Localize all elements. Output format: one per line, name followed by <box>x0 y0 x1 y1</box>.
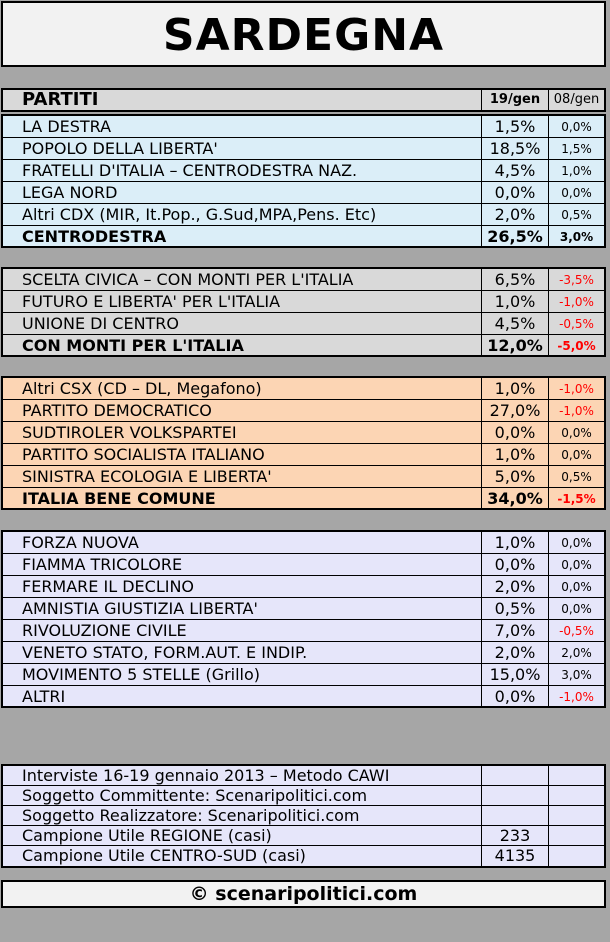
party-prev: 1,0% <box>548 160 604 181</box>
party-name: SCELTA CIVICA – CON MONTI PER L'ITALIA <box>22 270 354 289</box>
table-row <box>3 422 604 444</box>
table-row <box>3 400 604 422</box>
party-prev: 0,0% <box>548 576 604 597</box>
party-name: PARTITO SOCIALISTA ITALIANO <box>22 445 265 464</box>
party-name: VENETO STATO, FORM.AUT. E INDIP. <box>22 643 308 662</box>
party-prev: 1,5% <box>548 138 604 159</box>
party-value: 0,0% <box>481 686 548 708</box>
table-row <box>3 576 604 598</box>
group-others <box>1 530 606 708</box>
header-row <box>3 90 604 110</box>
party-prev: -1,0% <box>548 291 604 312</box>
party-prev: -1,0% <box>548 400 604 421</box>
party-value: 0,0% <box>481 554 548 575</box>
party-value: 1,0% <box>481 444 548 465</box>
party-prev: -3,5% <box>548 269 604 290</box>
total-value: 12,0% <box>481 335 548 357</box>
party-value: 4,5% <box>481 313 548 334</box>
header-current: 19/gen <box>481 90 548 110</box>
table-row <box>3 116 604 138</box>
table-row <box>3 466 604 488</box>
table-row <box>3 160 604 182</box>
party-prev: 0,0% <box>548 554 604 575</box>
party-prev: -0,5% <box>548 313 604 334</box>
info-label: Soggetto Realizzatore: Scenaripolitici.com <box>22 806 360 825</box>
info-label: Soggetto Committente: Scenaripolitici.com <box>22 786 368 805</box>
party-name: LA DESTRA <box>22 117 112 136</box>
party-name: FRATELLI D'ITALIA – CENTRODESTRA NAZ. <box>22 161 358 180</box>
info-row <box>3 846 604 866</box>
party-value: 6,5% <box>481 269 548 290</box>
table-header <box>1 88 606 112</box>
party-prev: -0,5% <box>548 620 604 641</box>
total-value: 34,0% <box>481 488 548 510</box>
total-row <box>3 488 604 510</box>
total-prev: -1,5% <box>548 488 604 510</box>
party-name: FORZA NUOVA <box>22 533 139 552</box>
header-previous: 08/gen <box>548 90 604 110</box>
party-name: ALTRI <box>22 687 66 706</box>
party-name: Altri CSX (CD – DL, Megafono) <box>22 379 262 398</box>
party-value: 0,0% <box>481 422 548 443</box>
party-name: POPOLO DELLA LIBERTA' <box>22 139 218 158</box>
footer-credit: © scenaripolitici.com <box>189 883 418 905</box>
party-prev: 2,0% <box>548 642 604 663</box>
party-prev: -1,0% <box>548 378 604 399</box>
party-name: SINISTRA ECOLOGIA E LIBERTA' <box>22 467 272 486</box>
party-value: 1,0% <box>481 378 548 399</box>
party-value: 27,0% <box>481 400 548 421</box>
total-prev: 3,0% <box>548 226 604 248</box>
footer-banner <box>1 880 606 908</box>
header-party: PARTITI <box>22 90 99 110</box>
table-row <box>3 598 604 620</box>
survey-info <box>1 764 606 868</box>
party-name: LEGA NORD <box>22 183 118 202</box>
party-prev: 3,0% <box>548 664 604 685</box>
total-value: 26,5% <box>481 226 548 248</box>
table-row <box>3 204 604 226</box>
table-row <box>3 269 604 291</box>
party-prev: 0,0% <box>548 444 604 465</box>
info-empty <box>548 846 604 866</box>
party-prev: 0,0% <box>548 182 604 203</box>
party-name: PARTITO DEMOCRATICO <box>22 401 212 420</box>
party-value: 2,0% <box>481 204 548 225</box>
party-name: UNIONE DI CENTRO <box>22 314 180 333</box>
info-row <box>3 826 604 846</box>
party-prev: 0,5% <box>548 204 604 225</box>
party-value: 0,5% <box>481 598 548 619</box>
table-row <box>3 378 604 400</box>
info-value <box>481 766 548 785</box>
party-value: 4,5% <box>481 160 548 181</box>
party-value: 7,0% <box>481 620 548 641</box>
party-name: SUDTIROLER VOLKSPARTEI <box>22 423 237 442</box>
info-value: 233 <box>481 826 548 845</box>
info-empty <box>548 786 604 805</box>
info-row <box>3 766 604 786</box>
total-name: CON MONTI PER L'ITALIA <box>22 336 244 355</box>
total-row <box>3 335 604 357</box>
table-row <box>3 642 604 664</box>
group-monti <box>1 267 606 357</box>
table-row <box>3 291 604 313</box>
party-prev: -1,0% <box>548 686 604 708</box>
party-name: AMNISTIA GIUSTIZIA LIBERTA' <box>22 599 258 618</box>
party-value: 2,0% <box>481 576 548 597</box>
party-name: FERMARE IL DECLINO <box>22 577 195 596</box>
title-banner <box>1 1 606 67</box>
party-name: MOVIMENTO 5 STELLE (Grillo) <box>22 665 261 684</box>
table-row <box>3 138 604 160</box>
party-prev: 0,0% <box>548 598 604 619</box>
info-value: 4135 <box>481 846 548 866</box>
party-name: Altri CDX (MIR, It.Pop., G.Sud,MPA,Pens. Etc) <box>22 205 377 224</box>
party-name: FUTURO E LIBERTA' PER L'ITALIA <box>22 292 281 311</box>
total-prev: -5,0% <box>548 335 604 357</box>
info-empty <box>548 766 604 785</box>
table-row <box>3 532 604 554</box>
party-prev: 0,0% <box>548 532 604 553</box>
party-value: 1,0% <box>481 291 548 312</box>
party-value: 0,0% <box>481 182 548 203</box>
total-name: CENTRODESTRA <box>22 227 167 246</box>
info-value <box>481 806 548 825</box>
party-prev: 0,5% <box>548 466 604 487</box>
party-prev: 0,0% <box>548 422 604 443</box>
party-value: 2,0% <box>481 642 548 663</box>
group-italia-bene-comune <box>1 376 606 510</box>
party-value: 15,0% <box>481 664 548 685</box>
party-prev: 0,0% <box>548 116 604 137</box>
party-value: 18,5% <box>481 138 548 159</box>
party-name: RIVOLUZIONE CIVILE <box>22 621 187 640</box>
info-empty <box>548 806 604 825</box>
info-row <box>3 786 604 806</box>
table-row <box>3 664 604 686</box>
table-row <box>3 620 604 642</box>
party-value: 1,5% <box>481 116 548 137</box>
info-row <box>3 806 604 826</box>
table-row <box>3 313 604 335</box>
page-title: SARDEGNA <box>162 10 445 61</box>
table-row <box>3 686 604 708</box>
total-row <box>3 226 604 248</box>
table-row <box>3 554 604 576</box>
party-name: FIAMMA TRICOLORE <box>22 555 183 574</box>
table-row <box>3 444 604 466</box>
info-label: Interviste 16-19 gennaio 2013 – Metodo CAWI <box>22 766 390 785</box>
party-value: 5,0% <box>481 466 548 487</box>
info-label: Campione Utile REGIONE (casi) <box>22 826 272 845</box>
info-value <box>481 786 548 805</box>
party-value: 1,0% <box>481 532 548 553</box>
group-centrodestra <box>1 114 606 248</box>
total-name: ITALIA BENE COMUNE <box>22 489 216 508</box>
info-label: Campione Utile CENTRO-SUD (casi) <box>22 846 306 865</box>
table-row <box>3 182 604 204</box>
info-empty <box>548 826 604 845</box>
